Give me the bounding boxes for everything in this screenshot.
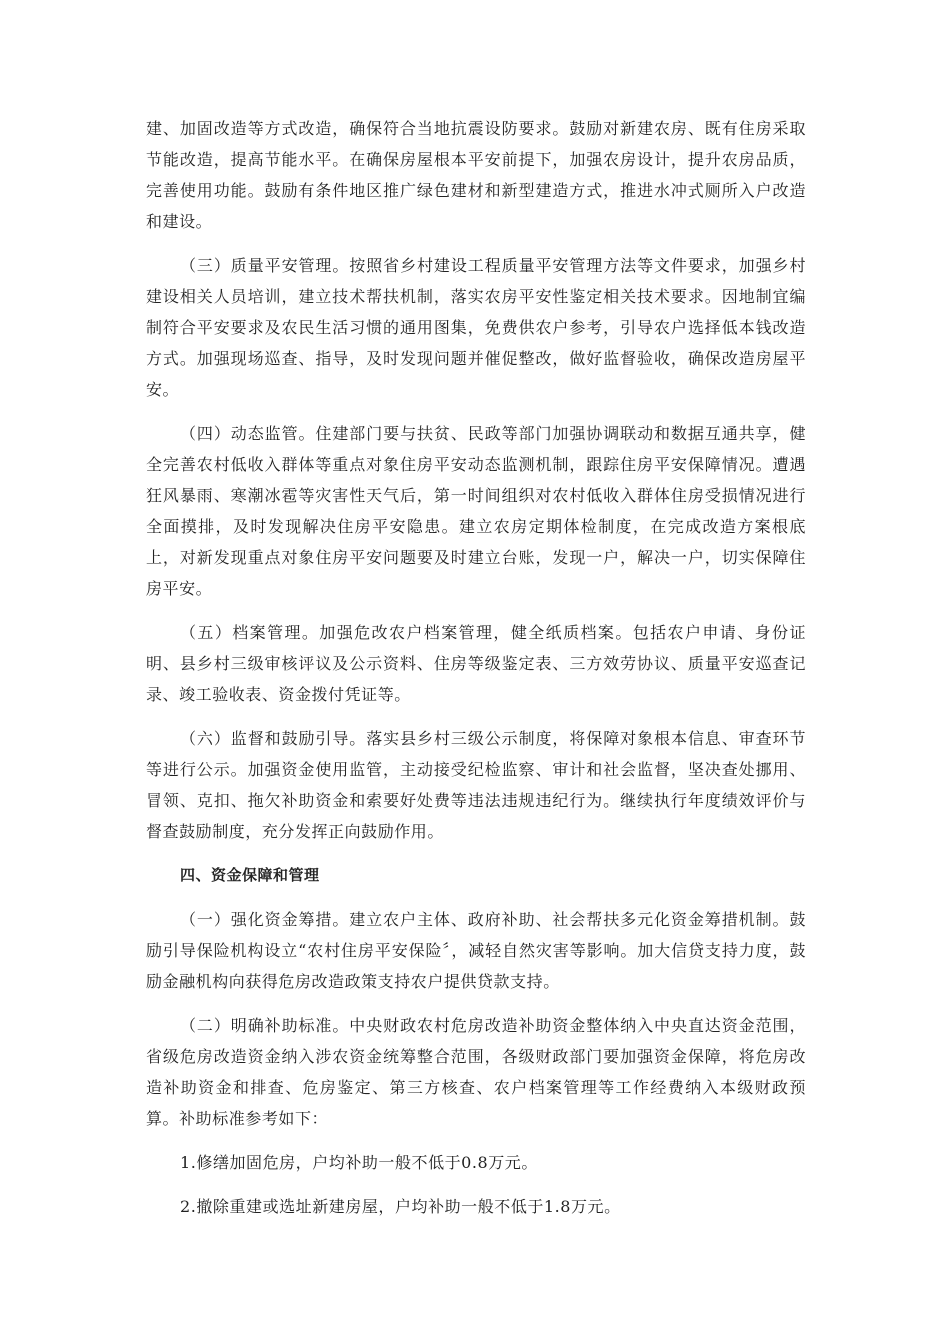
paragraph-supervision-guidance: （六）监督和鼓励引导。落实县乡村三级公示制度，将保障对象根本信息、审查环节等进行公示。加强资金使用监管，主动接受纪检监察、审计和社会监督，坚决查处挪用、冒领、克扣、拖欠补助资金和索要好处费等违法违规违纪行为。继续执行年度绩效评价与督查鼓励制度，充分发挥正向鼓励作用。 xyxy=(146,729,806,841)
paragraph-continuation: 建、加固改造等方式改造，确保符合当地抗震设防要求。鼓励对新建农房、既有住房采取节能改造，提高节能水平。在确保房屋根本平安前提下，加强农房设计，提升农房品质，完善使用功能。鼓励有条件地区推广绿色建材和新型建造方式，推进水冲式厕所入户改造和建设。 xyxy=(146,119,806,231)
list-item-rebuild: 2.撤除重建或选址新建房屋，户均补助一般不低于1.8万元。 xyxy=(180,1197,621,1216)
paragraph-archive-management: （五）档案管理。加强危改农户档案管理，健全纸质档案。包括农户申请、身份证明、县乡村三级审核评议及公示资料、住房等级鉴定表、三方效劳协议、质量平安巡查记录、竣工验收表、资金拨付凭证等。 xyxy=(146,623,806,704)
document-body xyxy=(146,113,806,1235)
paragraph-quality-safety: （三）质量平安管理。按照省乡村建设工程质量平安管理方法等文件要求，加强乡村建设相关人员培训，建立技术帮扶机制，落实农房平安性鉴定相关技术要求。因地制宜编制符合平安要求及农民生活习惯的通用图集，免费供农户参考，引导农户选择低本钱改造方式。加强现场巡查、指导，及时发现问题并催促整改，做好监督验收，确保改造房屋平安。 xyxy=(146,256,806,399)
paragraph-dynamic-supervision: （四）动态监管。住建部门要与扶贫、民政等部门加强协调联动和数据互通共享，健全完善农村低收入群体等重点对象住房平安动态监测机制，跟踪住房平安保障情况。遭遇狂风暴雨、寒潮冰雹等灾害性天气后，第一时间组织对农村低收入群体住房受损情况进行全面摸排，及时发现解决住房平安隐患。建立农房定期体检制度，在完成改造方案根底上，对新发现重点对象住房平安问题要及时建立台账，发现一户，解决一户，切实保障住房平安。 xyxy=(146,424,806,598)
paragraph-subsidy-standard: （二）明确补助标准。中央财政农村危房改造补助资金整体纳入中央直达资金范围，省级危房改造资金纳入涉农资金统筹整合范围，各级财政部门要加强资金保障，将危房改造补助资金和排查、危房鉴定、第三方核查、农户档案管理等工作经费纳入本级财政预算。补助标准参考如下： xyxy=(146,1016,806,1128)
section-heading: 四、资金保障和管理 xyxy=(180,866,320,884)
list-item-repair: 1.修缮加固危房，户均补助一般不低于0.8万元。 xyxy=(180,1153,538,1172)
paragraph-funding-raising: （一）强化资金筹措。建立农户主体、政府补助、社会帮扶多元化资金筹措机制。鼓励引导保险机构设立“农村住房平安保险〞，减轻自然灾害等影响。加大信贷支持力度，鼓励金融机构向获得危房改造政策支持农户提供贷款支持。 xyxy=(146,910,806,991)
